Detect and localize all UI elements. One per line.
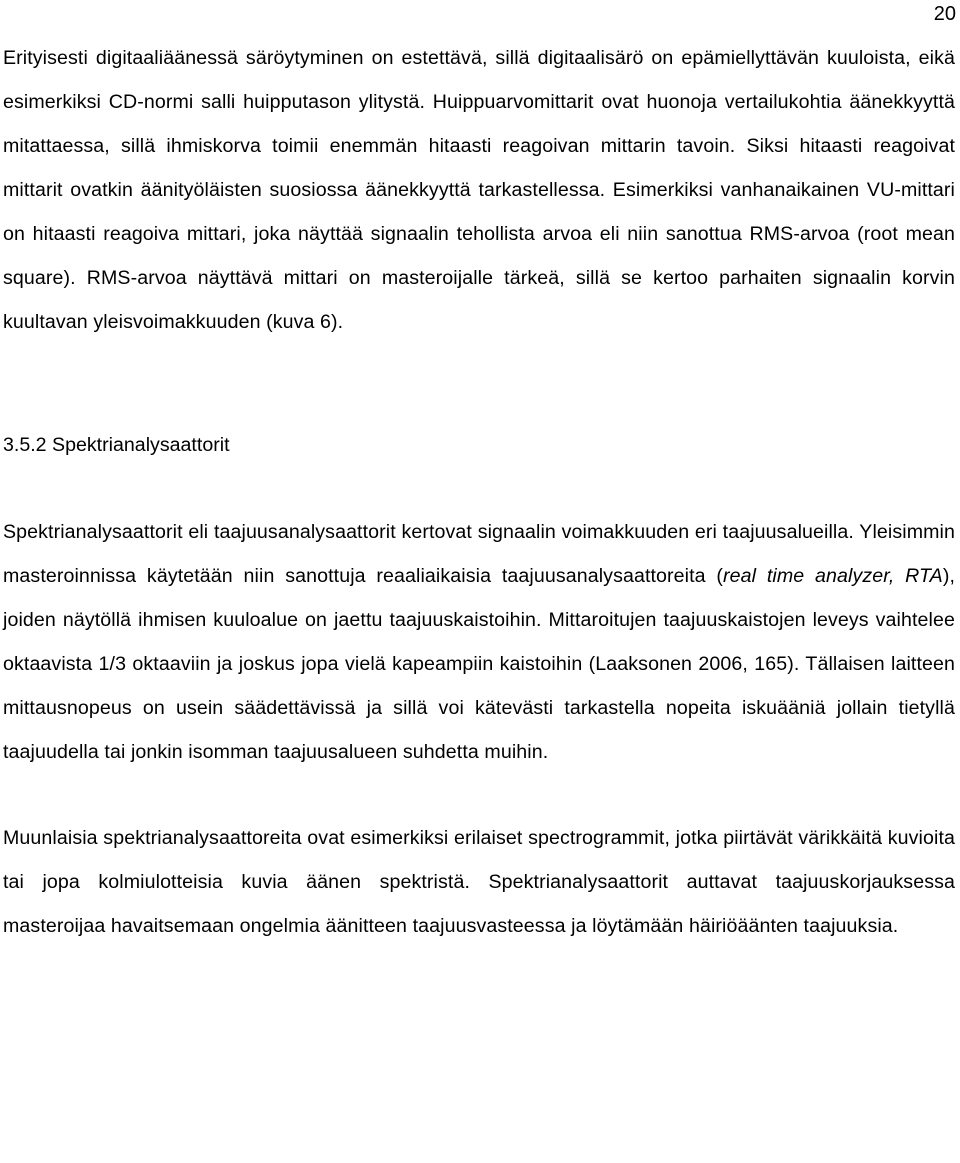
spacer (3, 344, 955, 423)
italic-term: real time analyzer, RTA (723, 565, 943, 587)
page-number: 20 (933, 3, 956, 25)
paragraph-spectrum-analyzers (3, 510, 955, 774)
document-body (3, 36, 955, 948)
spacer (3, 774, 955, 816)
paragraph-digital-distortion: Erityisesti digitaaliäänessä säröytyminen on estettävä, sillä digitaalisärö on epämiellyttävän kuuloista, eikä esimerkiksi CD-normi salli huipputason ylitystä. Huippuarvomittarit ovat huonoja vertailukohtia äänekkyyttä mitattaessa, sillä ihmiskorva toimii enemmän hitaasti reagoivan mittarin tavoin. Siksi hitaasti reagoivat mittarit ovatkin äänityöläisten suosiossa äänekkyyttä tarkastellessa. Esimerkiksi vanhanaikainen VU-mittari on hitaasti reagoiva mittari, joka näyttää signaalin tehollista arvoa eli niin sanottua RMS-arvoa (root mean square). RMS-arvoa näyttävä mittari on masteroijalle tärkeä, sillä se kertoo parhaiten signaalin korvin kuultavan yleisvoimakkuuden (kuva 6). (3, 47, 955, 333)
section-heading: 3.5.2 Spektrianalysaattorit (3, 434, 230, 456)
paragraph-text: Spektrianalysaattorit eli taajuusanalysaattorit kertovat signaalin voimakkuuden eri taajuusalueilla. Yleisimmin masteroinnissa käytetään niin sanottuja reaaliaikaisia taajuusanalysaattoreita ( (3, 521, 955, 587)
spacer (3, 467, 955, 510)
paragraph-text: ), joiden näytöllä ihmisen kuuloalue on jaettu taajuuskaistoihin. Mittaroitujen taajuuskaistojen leveys vaihtelee oktaavista 1/3 oktaaviin ja joskus jopa vielä kapeampiin kaistoihin (Laaksonen 2006, 165). Tällaisen laitteen mittausnopeus on usein säädettävissä ja sillä voi kätevästi tarkastella nopeita iskuääniä jollain tietyllä taajuudella tai jonkin isomman taajuusalueen suhdetta muihin. (3, 565, 955, 763)
paragraph-spectrograms: Muunlaisia spektrianalysaattoreita ovat esimerkiksi erilaiset spectrogrammit, jotka piirtävät värikkäitä kuvioita tai jopa kolmiulotteisia kuvia äänen spektristä. Spektrianalysaattorit auttavat taajuuskorjauksessa masteroijaa havaitsemaan ongelmia äänitteen taajuusvasteessa ja löytämään häiriöäänten taajuuksia. (3, 827, 955, 937)
